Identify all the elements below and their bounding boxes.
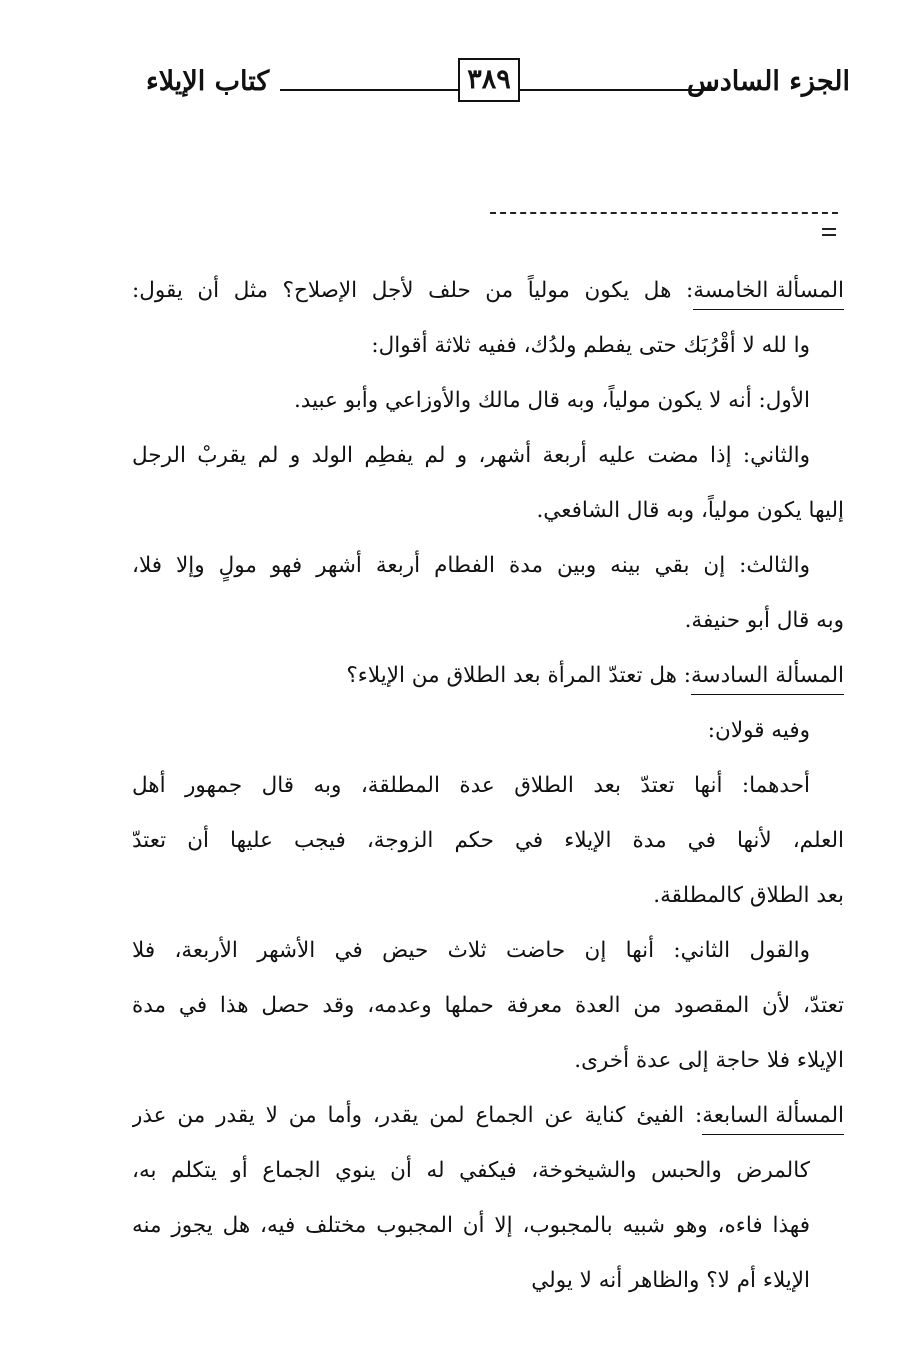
label-colon: : bbox=[676, 663, 692, 688]
text-line bbox=[132, 983, 844, 1038]
line-text: الإيلاء فلا حاجة إلى عدة أخرى. bbox=[574, 1048, 844, 1073]
label-colon: : bbox=[684, 1103, 703, 1128]
text-line bbox=[132, 928, 844, 983]
text-line bbox=[132, 818, 844, 873]
text-line bbox=[132, 763, 844, 818]
header-rule-left bbox=[280, 89, 458, 91]
issue-label: المسألة السابعة bbox=[702, 1098, 844, 1135]
text-line bbox=[132, 268, 844, 323]
line-text: والثالث: إن بقي بينه وبين مدة الفطام أربعة أشهر فهو مولٍ وإلا فلا، bbox=[132, 553, 810, 578]
text-line bbox=[132, 1148, 844, 1203]
line-text: إليها يكون مولياً، وبه قال الشافعي. bbox=[536, 498, 844, 523]
running-header bbox=[130, 58, 850, 114]
line-text: كالمرض والحبس والشيخوخة، فيكفي له أن ينوي الجماع أو يتكلم به، bbox=[132, 1158, 810, 1183]
text-line bbox=[132, 378, 844, 433]
line-text: الفيئ كناية عن الجماع لمن يقدر، وأما من لا يقدر من عذر bbox=[132, 1103, 685, 1128]
line-text: الإيلاء أم لا؟ والظاهر أنه لا يولي bbox=[531, 1268, 810, 1293]
text-line bbox=[132, 433, 844, 488]
line-text: تعتدّ، لأن المقصود من العدة معرفة حملها وعدمه، وقد حصل هذا في مدة bbox=[132, 993, 844, 1018]
line-text: أحدهما: أنها تعتدّ بعد الطلاق عدة المطلقة، وبه قال جمهور أهل bbox=[132, 773, 810, 798]
text-line bbox=[132, 1038, 844, 1093]
main-text bbox=[132, 268, 844, 1313]
line-text: والثاني: إذا مضت عليه أربعة أشهر، و لم يفطِم الولد و لم يقربْ الرجل bbox=[132, 443, 810, 468]
separator-mark-bottom bbox=[822, 234, 836, 236]
line-text: بعد الطلاق كالمطلقة. bbox=[653, 883, 844, 908]
label-colon: : bbox=[671, 278, 694, 303]
text-line bbox=[132, 1203, 844, 1258]
text-line bbox=[132, 873, 844, 928]
text-line bbox=[132, 598, 844, 653]
line-text: هل يكون مولياً من حلف لأجل الإصلاح؟ مثل أن يقول: bbox=[132, 278, 672, 303]
footnote-separator bbox=[490, 212, 838, 214]
separator-mark-top bbox=[822, 228, 836, 230]
line-text: العلم، لأنها في مدة الإيلاء في حكم الزوجة، فيجب عليها أن تعتدّ bbox=[132, 828, 844, 853]
line-text: وا لله لا أقْرُبَك حتى يفطم ولدُك، ففيه ثلاثة أقوال: bbox=[371, 333, 810, 358]
chapter-title: كتاب الإيلاء bbox=[146, 66, 270, 97]
text-line bbox=[132, 543, 844, 598]
page-number: ٣٨٩ bbox=[458, 58, 520, 102]
text-line bbox=[132, 653, 844, 708]
line-text: فهذا فاءه، وهو شبيه بالمجبوب، إلا أن المجبوب مختلف فيه، هل يجوز منه bbox=[132, 1213, 810, 1238]
header-rule-right bbox=[520, 89, 715, 91]
line-text: هل تعتدّ المرأة بعد الطلاق من الإيلاء؟ bbox=[346, 663, 677, 688]
text-line bbox=[132, 708, 844, 763]
line-text: وبه قال أبو حنيفة. bbox=[684, 608, 844, 633]
text-line bbox=[132, 323, 844, 378]
volume-title: الجزء السادس bbox=[686, 66, 850, 97]
text-line bbox=[132, 1258, 844, 1313]
text-line bbox=[132, 488, 844, 543]
line-text: وفيه قولان: bbox=[707, 718, 810, 743]
line-text: الأول: أنه لا يكون مولياً، وبه قال مالك والأوزاعي وأبو عبيد. bbox=[293, 388, 810, 413]
line-text: والقول الثاني: أنها إن حاضت ثلاث حيض في الأشهر الأربعة، فلا bbox=[132, 938, 810, 963]
issue-label: المسألة السادسة bbox=[691, 658, 844, 695]
text-line bbox=[132, 1093, 844, 1148]
issue-label: المسألة الخامسة bbox=[693, 273, 844, 310]
